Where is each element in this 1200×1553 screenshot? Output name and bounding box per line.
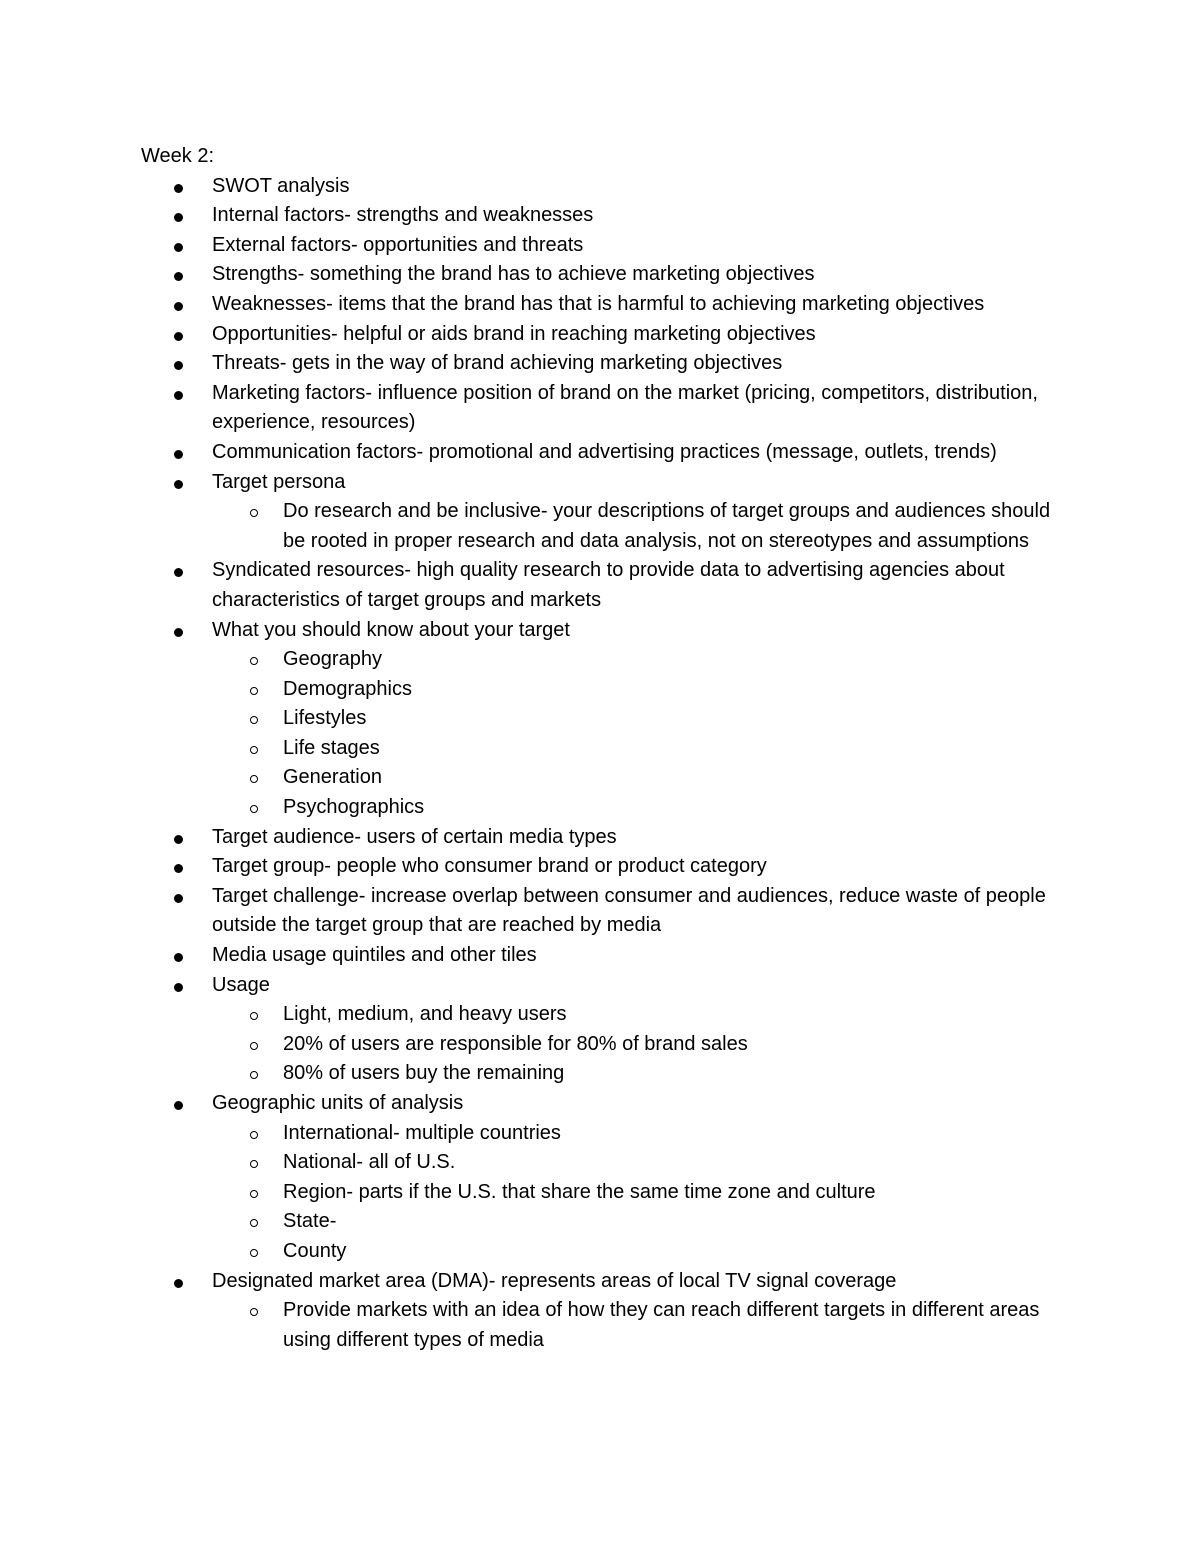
sub-bullet-item: [212, 645, 1061, 675]
sub-bullet-text: Psychographics: [283, 796, 425, 819]
sub-bullet-text: Do research and be inclusive- your descriptions of target groups and audiences should be rooted in proper research and data analysis, not on stereotypes and assumptions: [283, 500, 1051, 552]
sub-bullet-text: 20% of users are responsible for 80% of brand sales: [283, 1032, 748, 1055]
bullet-dot-icon: [174, 835, 183, 844]
sub-bullet-text: 80% of users buy the remaining: [283, 1062, 565, 1085]
bullet-dot-icon: [174, 1279, 183, 1288]
bullet-item: [141, 852, 1061, 882]
sub-bullet-text: Lifestyles: [283, 707, 367, 730]
sub-bullet-item: [212, 1207, 1061, 1237]
sub-bullet-text: Geography: [283, 648, 382, 671]
bullet-dot-icon: [174, 983, 183, 992]
sub-bullet-item: [212, 675, 1061, 705]
sub-bullet-item: [212, 793, 1061, 823]
bullet-item: [141, 616, 1061, 823]
hollow-circle-icon: [250, 1012, 258, 1020]
bullet-text: Media usage quintiles and other tiles: [212, 944, 537, 967]
hollow-circle-icon: [250, 687, 258, 695]
sub-bullet-item: [212, 704, 1061, 734]
hollow-circle-icon: [250, 1042, 258, 1050]
bullet-item: [141, 882, 1061, 941]
hollow-circle-icon: [250, 775, 258, 783]
sub-bullet-text: Life stages: [283, 736, 380, 759]
sub-bullet-text: National- all of U.S.: [283, 1151, 456, 1174]
bullet-text: Target persona: [212, 470, 346, 493]
hollow-circle-icon: [250, 657, 258, 665]
bullet-dot-icon: [174, 894, 183, 903]
bullet-text: Strengths- something the brand has to achieve marketing objectives: [212, 263, 815, 286]
hollow-circle-icon: [250, 746, 258, 754]
bullet-dot-icon: [174, 1101, 183, 1110]
sub-bullet-item: [212, 1296, 1061, 1355]
bullet-text: Geographic units of analysis: [212, 1092, 464, 1114]
sub-bullet-list: [212, 1119, 1061, 1267]
bullet-list: [141, 172, 1061, 1356]
bullet-dot-icon: [174, 480, 183, 489]
hollow-circle-icon: [250, 805, 258, 813]
sub-bullet-text: County: [283, 1239, 347, 1262]
sub-bullet-item: [212, 763, 1061, 793]
bullet-dot-icon: [174, 361, 183, 370]
bullet-item: [141, 379, 1061, 438]
bullet-item: [141, 556, 1061, 615]
bullet-item: [141, 231, 1061, 261]
bullet-item: [141, 468, 1061, 557]
sub-bullet-text: Light, medium, and heavy users: [283, 1003, 567, 1026]
bullet-text: External factors- opportunities and threats: [212, 233, 584, 256]
sub-bullet-item: [212, 1059, 1061, 1089]
bullet-text: Target challenge- increase overlap between consumer and audiences, reduce waste of people outside the target group that are reached by media: [212, 884, 1046, 937]
bullet-dot-icon: [174, 302, 183, 311]
sub-bullet-list: [212, 1000, 1061, 1089]
bullet-text: Communication factors- promotional and advertising practices (message, outlets, trends): [212, 440, 997, 463]
hollow-circle-icon: [250, 509, 258, 517]
bullet-text: Threats- gets in the way of brand achieving marketing objectives: [212, 352, 783, 375]
bullet-dot-icon: [174, 953, 183, 962]
bullet-text: Target audience- users of certain media types: [212, 825, 617, 848]
sub-bullet-list: [212, 1296, 1061, 1355]
bullet-item: [141, 320, 1061, 350]
bullet-dot-icon: [174, 243, 183, 252]
sub-bullet-text: State-: [283, 1210, 337, 1233]
bullet-text: Usage: [212, 973, 270, 996]
sub-bullet-item: [212, 734, 1061, 764]
notes-content: [141, 142, 1061, 1355]
hollow-circle-icon: [250, 1249, 258, 1257]
sub-bullet-item: [212, 1148, 1061, 1178]
bullet-text: Syndicated resources- high quality research to provide data to advertising agencies about characteristics of target groups and markets: [212, 559, 1005, 611]
sub-bullet-item: [212, 497, 1061, 556]
bullet-dot-icon: [174, 864, 183, 873]
sub-bullet-item: [212, 1119, 1061, 1149]
bullet-dot-icon: [174, 628, 183, 637]
sub-bullet-text: International- multiple countries: [283, 1121, 561, 1144]
bullet-dot-icon: [174, 272, 183, 281]
bullet-text: Internal factors- strengths and weaknesses: [212, 204, 594, 227]
bullet-item: [141, 290, 1061, 320]
sub-bullet-item: [212, 1030, 1061, 1060]
bullet-item: [141, 823, 1061, 853]
hollow-circle-icon: [250, 1219, 258, 1227]
bullet-text: Opportunities- helpful or aids brand in reaching marketing objectives: [212, 322, 816, 345]
bullet-text: Weaknesses- items that the brand has that is harmful to achieving marketing objectives: [212, 292, 985, 315]
bullet-item: [141, 971, 1061, 1089]
bullet-dot-icon: [174, 332, 183, 341]
bullet-text: SWOT analysis: [212, 174, 350, 197]
bullet-dot-icon: [174, 213, 183, 222]
sub-bullet-list: [212, 497, 1061, 556]
bullet-text: What you should know about your target: [212, 618, 570, 641]
bullet-dot-icon: [174, 568, 183, 577]
bullet-dot-icon: [174, 184, 183, 193]
sub-bullet-item: [212, 1000, 1061, 1030]
hollow-circle-icon: [250, 1131, 258, 1139]
sub-bullet-text: Generation: [283, 766, 382, 789]
document-heading: Week 2:: [141, 145, 214, 167]
bullet-item: [141, 172, 1061, 202]
sub-bullet-item: [212, 1237, 1061, 1267]
bullet-item: [141, 1089, 1061, 1267]
bullet-text: Designated market area (DMA)- represents areas of local TV signal coverage: [212, 1269, 897, 1292]
bullet-item: [141, 941, 1061, 971]
bullet-item: [141, 201, 1061, 231]
sub-bullet-list: [212, 645, 1061, 823]
sub-bullet-text: Provide markets with an idea of how they can reach different targets in different areas using different types of media: [283, 1299, 1040, 1351]
hollow-circle-icon: [250, 1190, 258, 1198]
bullet-dot-icon: [174, 391, 183, 400]
bullet-item: [141, 1267, 1061, 1356]
hollow-circle-icon: [250, 1071, 258, 1079]
bullet-dot-icon: [174, 450, 183, 459]
sub-bullet-text: Demographics: [283, 677, 412, 700]
hollow-circle-icon: [250, 716, 258, 724]
hollow-circle-icon: [250, 1160, 258, 1168]
bullet-item: [141, 349, 1061, 379]
sub-bullet-text: Region- parts if the U.S. that share the same time zone and culture: [283, 1180, 876, 1203]
sub-bullet-item: [212, 1178, 1061, 1208]
bullet-text: Marketing factors- influence position of brand on the market (pricing, competitors, distribution, experience, resources): [212, 381, 1038, 434]
bullet-item: [141, 260, 1061, 290]
hollow-circle-icon: [250, 1308, 258, 1316]
bullet-text: Target group- people who consumer brand or product category: [212, 855, 767, 878]
bullet-item: [141, 438, 1061, 468]
